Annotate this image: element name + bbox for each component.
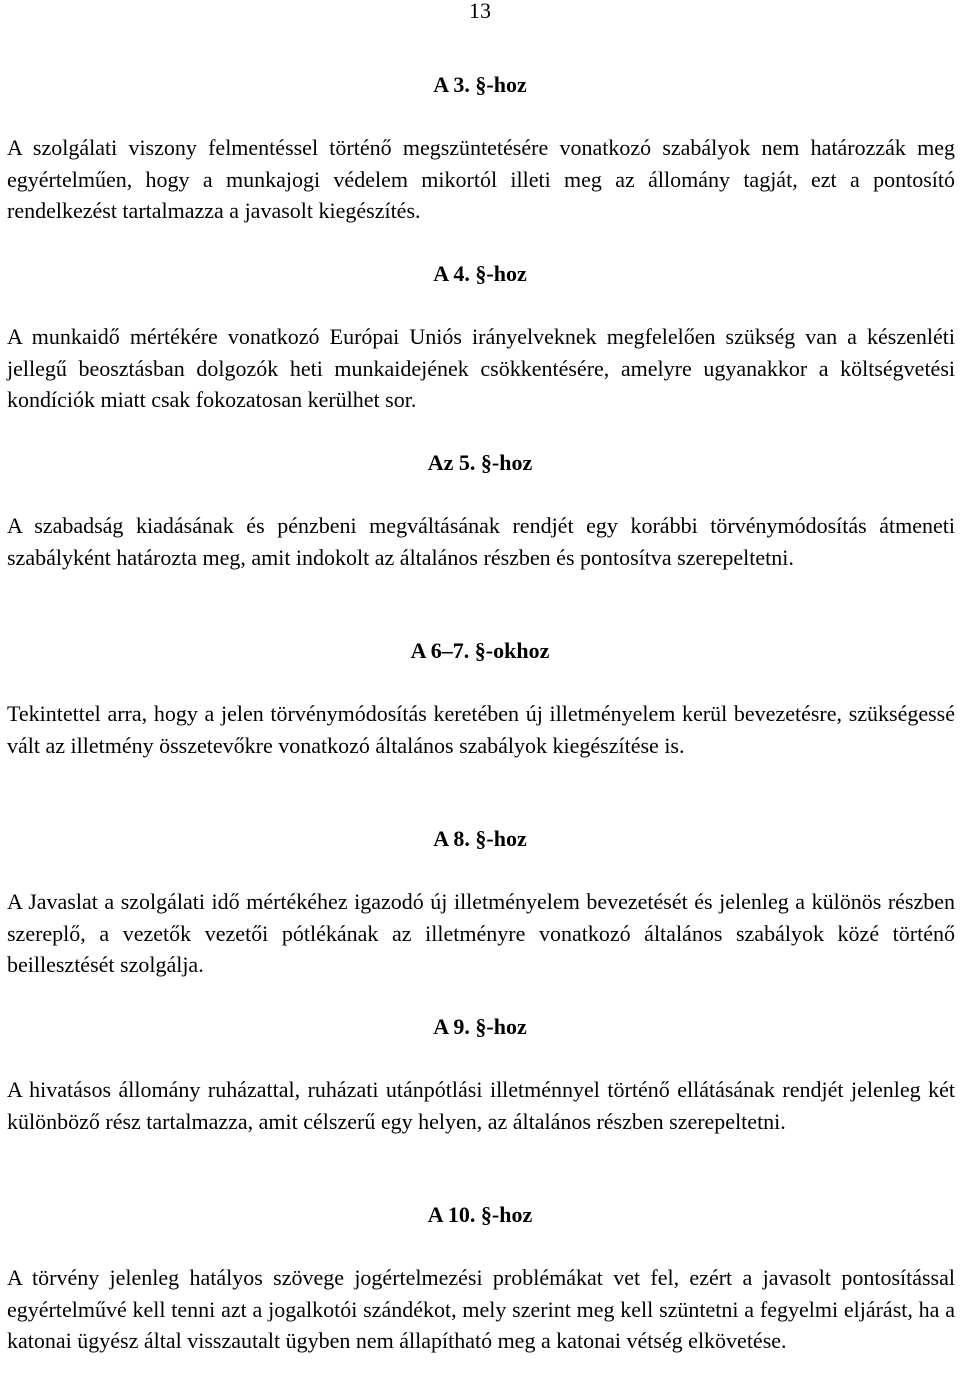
section-paragraph: Tekintettel arra, hogy a jelen törvénymódosítás keretében új illetményelem kerül bevezetésre, szükségessé vált az illetmény összetevőkre vonatkozó általános szabályok kiegészítése is.: [7, 701, 955, 758]
section-paragraph: A munkaidő mértékére vonatkozó Európai Uniós irányelveknek megfelelően szükség van a készenléti jellegű beosztásban dolgozók heti munkaidejének csökkentésére, amelyre ugyanakkor a költségvetési kondíciók miatt csak fokozatosan kerülhet sor.: [7, 324, 955, 412]
section-heading: A 8. §-hoz: [433, 826, 527, 851]
section-paragraph: A szolgálati viszony felmentéssel történő megszüntetésére vonatkozó szabályok nem határozzák meg egyértelműen, hogy a munkajogi védelem mikortól illeti meg az állomány tagját, ezt a pontosító rendelkezést tartalmazza a javasolt kiegészítés.: [7, 135, 955, 223]
section-heading: A 4. §-hoz: [433, 261, 527, 286]
section-paragraph: A szabadság kiadásának és pénzbeni megváltásának rendjét egy korábbi törvénymódosítás átmeneti szabályként határozta meg, amit indokolt az általános részben és pontosítva szerepeltetni.: [7, 513, 955, 570]
section-heading: A 9. §-hoz: [433, 1014, 527, 1039]
section-heading: Az 5. §-hoz: [427, 450, 533, 475]
section-heading: A 3. §-hoz: [433, 72, 527, 97]
page-number: 13: [469, 0, 491, 23]
section-paragraph: A törvény jelenleg hatályos szövege jogértelmezési problémákat vet fel, ezért a javasolt pontosítással egyértelművé kell tenni azt a jogalkotói szándékot, mely szerint meg kell szüntetni a fegyelmi eljárást, ha a katonai ügyész által visszautalt ügyben nem állapítható meg a katonai vétség elkövetése.: [7, 1265, 955, 1353]
section-heading: A 6–7. §-okhoz: [410, 638, 550, 663]
section-heading: A 10. §-hoz: [427, 1202, 533, 1227]
section-paragraph: A Javaslat a szolgálati idő mértékéhez igazodó új illetményelem bevezetését és jelenleg a különös részben szereplő, a vezetők vezetői pótlékának az illetményre vonatkozó általános szabályok közé történő beillesztését szolgálja.: [7, 889, 955, 977]
section-paragraph: A hivatásos állomány ruházattal, ruházati utánpótlási illetménnyel történő ellátásának rendjét jelenleg két különböző rész tartalmazza, amit célszerű egy helyen, az általános részben szerepeltetni.: [7, 1077, 955, 1134]
